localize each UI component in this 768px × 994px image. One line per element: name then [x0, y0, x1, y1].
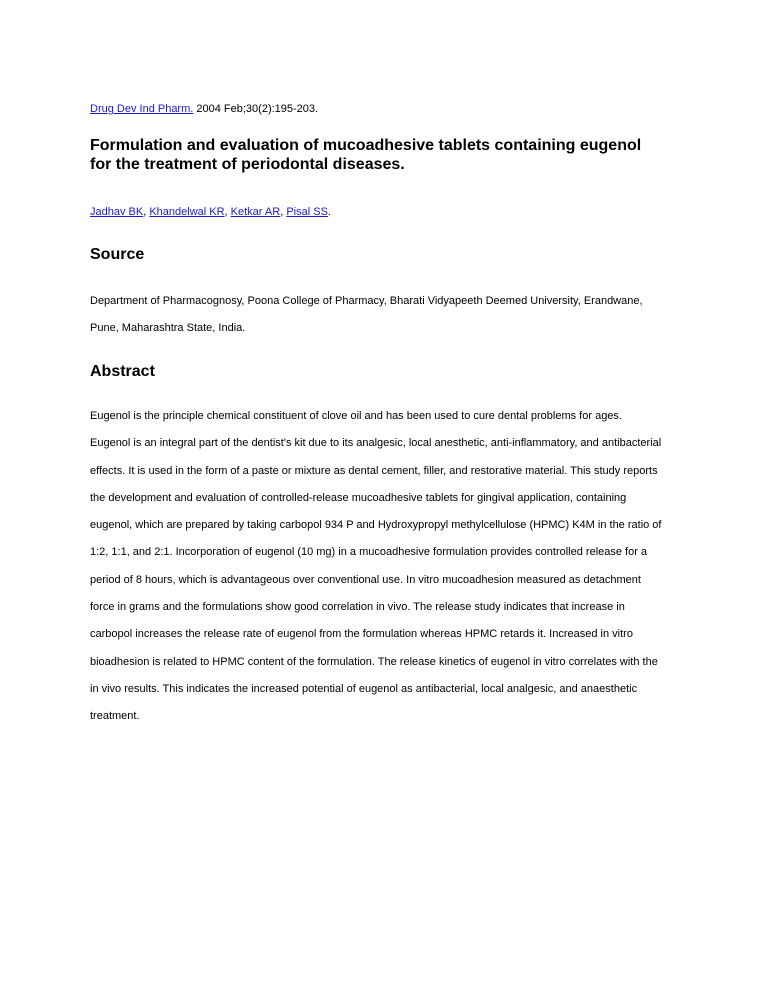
abstract-line: force in grams and the formulations show good correlation in vivo. The release study indicates that increase in [90, 601, 625, 614]
abstract-line: Eugenol is the principle chemical constituent of clove oil and has been used to cure dental problems for ages. [90, 410, 622, 422]
citation [90, 103, 318, 116]
title-line: for the treatment of periodontal diseases. [90, 156, 405, 173]
abstract-line: treatment. [90, 710, 140, 723]
abstract-paragraph [90, 403, 690, 731]
author-separator: , [224, 206, 231, 218]
abstract-line: period of 8 hours, which is advantageous over conventional use. In vitro mucoadhesion measured as detachment [90, 573, 641, 586]
source-heading: Source [90, 246, 145, 263]
source-line: Pune, Maharashtra State, India. [90, 322, 246, 335]
source-line: Department of Pharmacognosy, Poona College of Pharmacy, Bharati Vidyapeeth Deemed University, Erandwane, [90, 295, 643, 307]
abstract-line: 1:2, 1:1, and 2:1. Incorporation of eugenol (10 mg) in a mucoadhesive formulation provides controlled release for a [90, 546, 648, 559]
author-link[interactable]: Ketkar AR [230, 206, 281, 218]
abstract-line: in vivo results. This indicates the increased potential of eugenol as antibacterial, local analgesic, and anaesthetic [90, 682, 638, 695]
abstract-line: Eugenol is an integral part of the dentist's kit due to its analgesic, local anesthetic, anti-inflammatory, and antibacterial [90, 437, 662, 450]
author-link[interactable]: Khandelwal KR [149, 206, 225, 218]
abstract-line: eugenol, which are prepared by taking carbopol 934 P and Hydroxypropyl methylcellulose (HPMC) K4M in the ratio of [90, 519, 662, 532]
citation-details: 2004 Feb;30(2):195-203. [193, 103, 319, 115]
author-link[interactable]: Jadhav BK [90, 206, 144, 218]
article-title [90, 136, 690, 174]
author-terminator: . [327, 206, 331, 218]
abstract-line: bioadhesion is related to HPMC content of the formulation. The release kinetics of eugenol in vitro correlates with the [90, 655, 658, 668]
journal-link[interactable]: Drug Dev Ind Pharm. [90, 103, 194, 115]
abstract-line: the development and evaluation of controlled-release mucoadhesive tablets for gingival application, containing [90, 491, 627, 504]
abstract-line: effects. It is used in the form of a paste or mixture as dental cement, filler, and restorative material. This study reports [90, 464, 658, 477]
author-link[interactable]: Pisal SS [286, 206, 328, 218]
abstract-heading: Abstract [90, 363, 155, 380]
author-separator: , [143, 206, 150, 218]
title-line: Formulation and evaluation of mucoadhesive tablets containing eugenol [90, 137, 642, 154]
source-paragraph [90, 288, 690, 343]
abstract-line: carbopol increases the release rate of eugenol from the formulation whereas HPMC retards it. Increased in vitro [90, 628, 633, 641]
author-separator: , [280, 206, 287, 218]
author-list [90, 206, 331, 219]
